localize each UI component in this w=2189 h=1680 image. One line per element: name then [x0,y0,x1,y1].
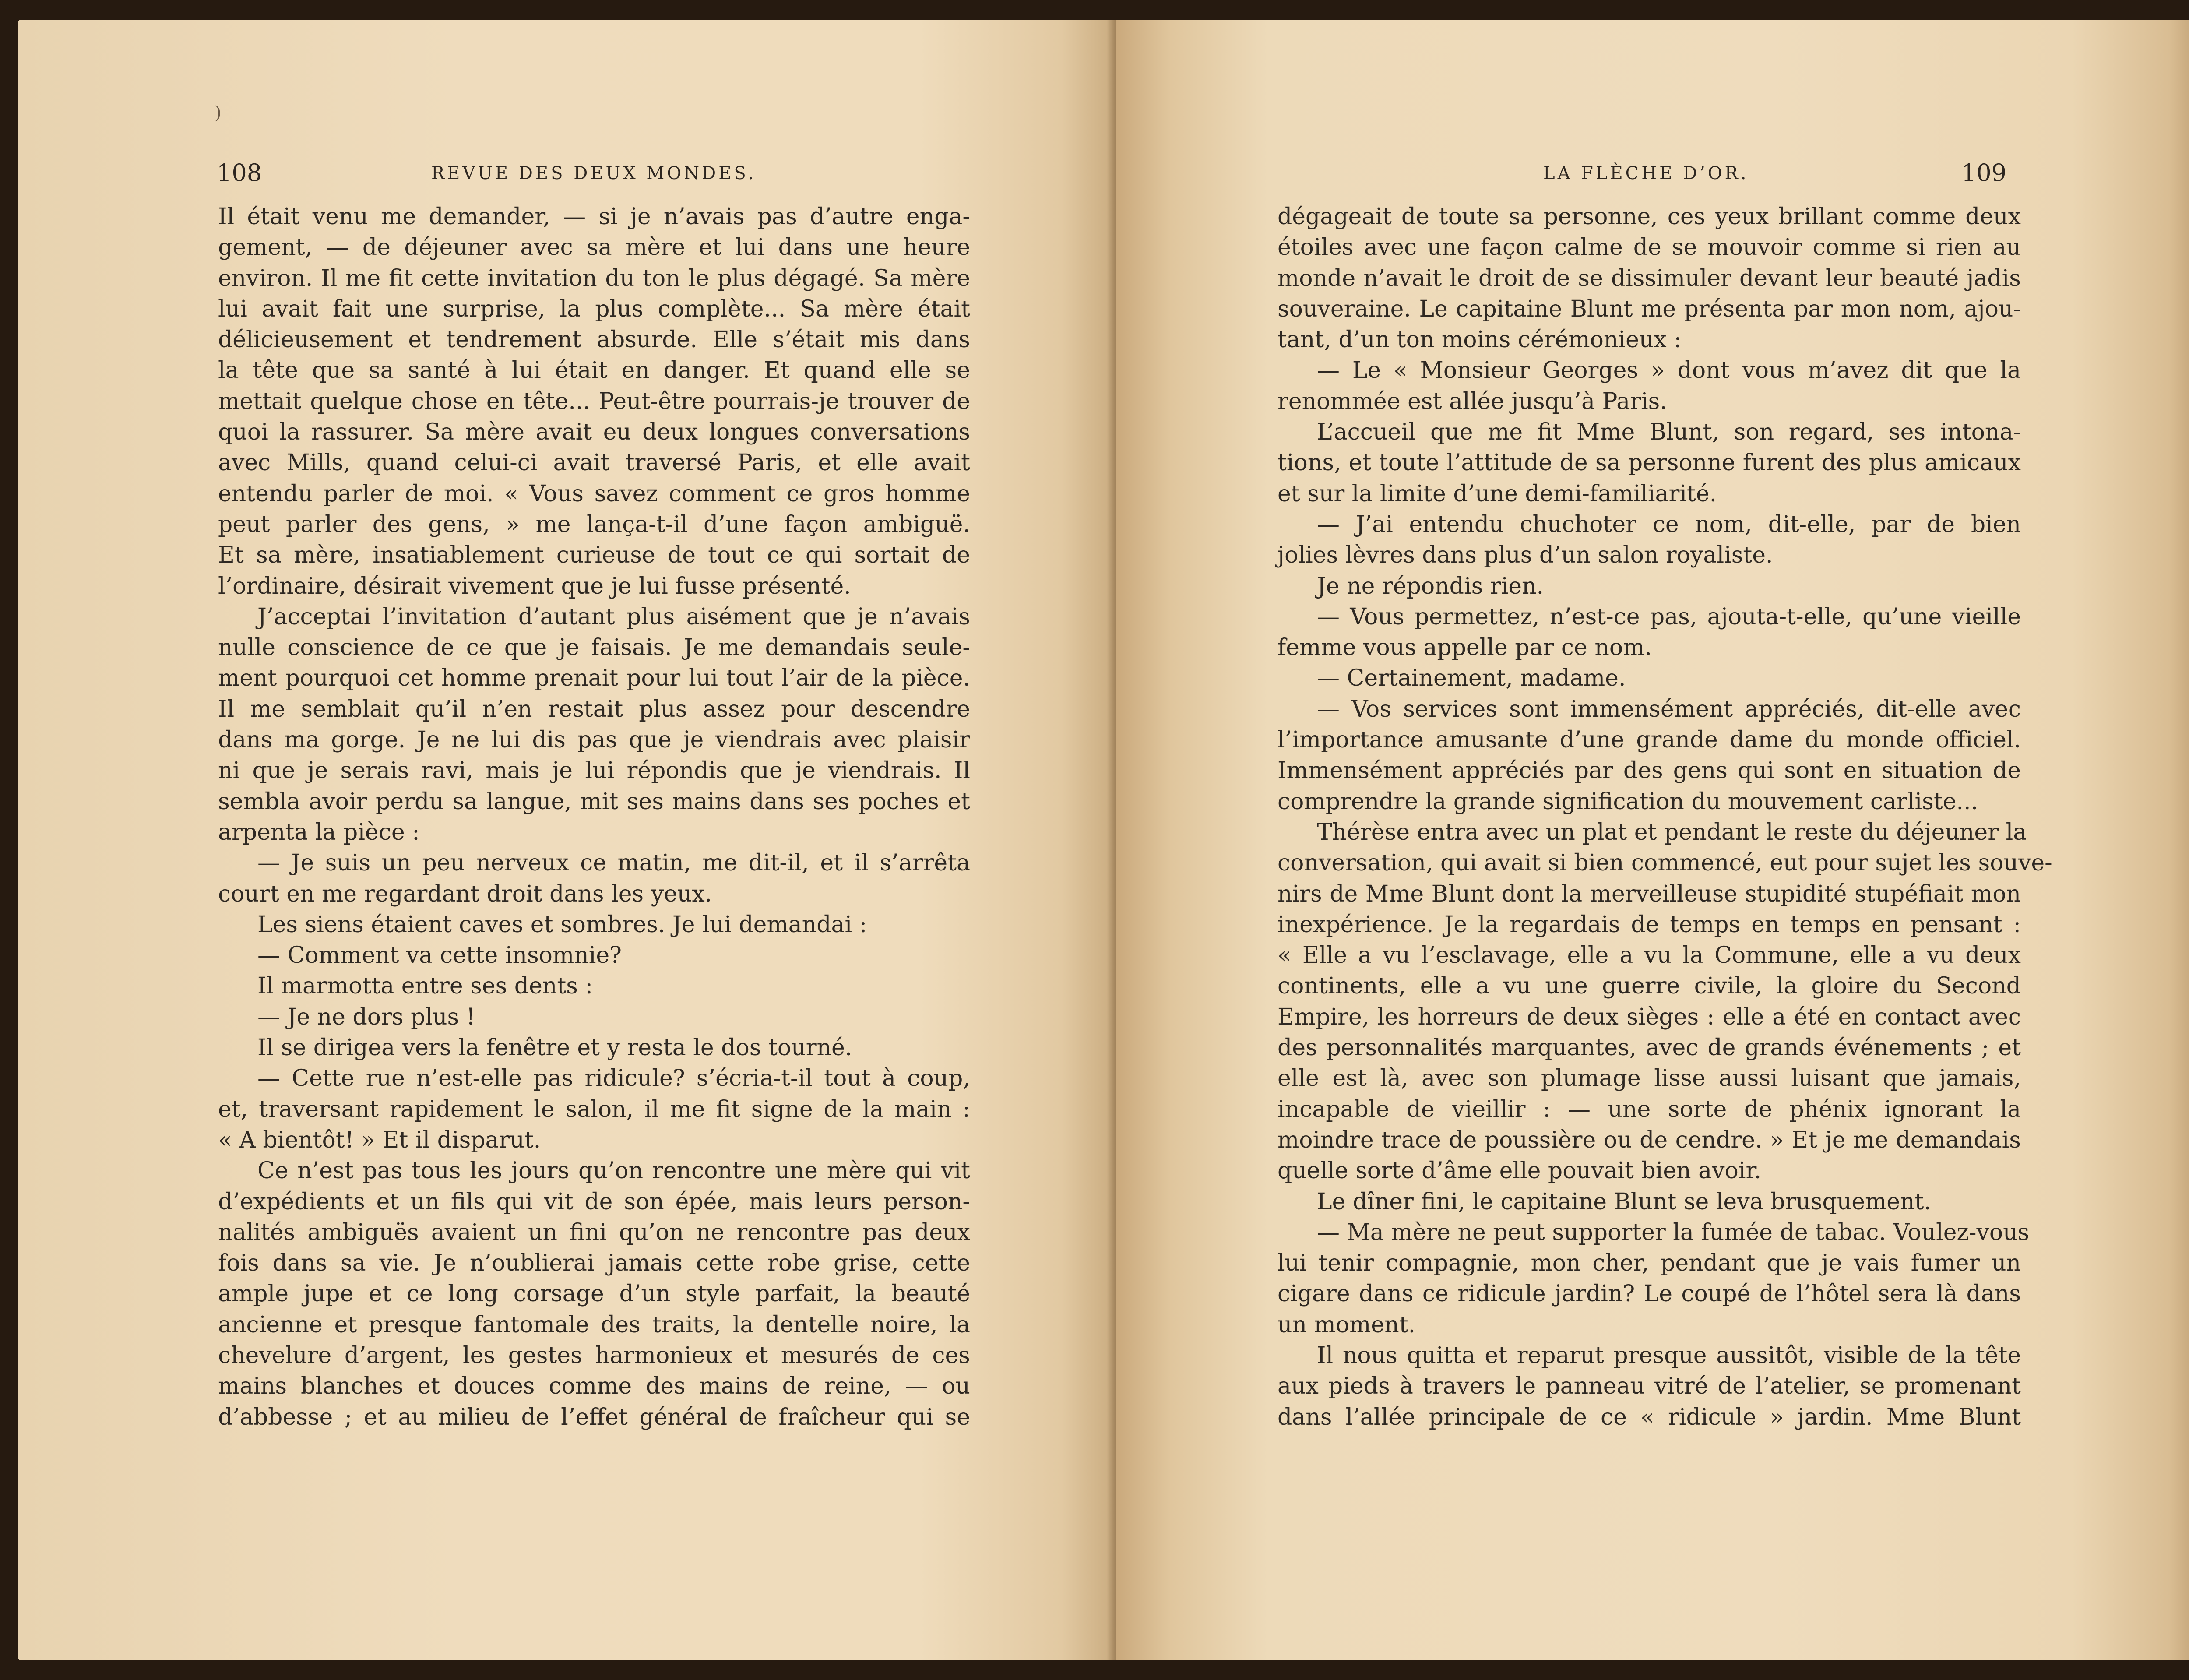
text-line: continents, elle a vu une guerre civile, la gloire du Second [1278,973,2021,1000]
text-line: gement, — de déjeuner avec sa mère et lui dans une heure [218,234,970,261]
text-line: — Comment va cette insomnie? [257,942,622,969]
running-head: LA FLÈCHE D’OR. [1543,163,1749,183]
text-line: délicieusement et tendrement absurde. Elle s’était mis dans [218,327,970,353]
text-line: — Je suis un peu nerveux ce matin, me dit-il, et il s’arrêta [257,850,970,877]
text-line: Immensément appréciés par des gens qui sont en situation de [1278,757,2021,784]
text-line: sembla avoir perdu sa langue, mit ses mains dans ses poches et [218,788,970,815]
text-line: elle est là, avec son plumage lisse aussi luisant que jamais, [1278,1065,2021,1092]
text-line: Ce n’est pas tous les jours qu’on rencontre une mère qui vit [257,1158,970,1184]
text-line: — Vous permettez, n’est-ce pas, ajouta-t-elle, qu’une vieille [1317,603,2021,630]
page-number: 108 [217,159,262,187]
text-line: tant, d’un ton moins cérémonieux : [1278,327,1682,353]
text-line: cigare dans ce ridicule jardin? Le coupé de l’hôtel sera là dans [1278,1281,2021,1307]
text-line: mettait quelque chose en tête... Peut-être pourrais-je trouver de [218,388,970,415]
text-line: nulle conscience de ce que je faisais. Je me demandais seule- [218,634,970,661]
text-line: jolies lèvres dans plus d’un salon royaliste. [1278,542,1773,569]
text-line: arpenta la pièce : [218,819,420,845]
text-line: Je ne répondis rien. [1317,573,1544,599]
text-line: Il se dirigea vers la fenêtre et y resta le dos tourné. [257,1035,852,1061]
text-line: Il me semblait qu’il n’en restait plus assez pour descendre [218,696,970,722]
text-line: renommée est allée jusqu’à Paris. [1278,388,1667,415]
text-line: Les siens étaient caves et sombres. Je lui demandai : [257,911,867,938]
text-line: dans ma gorge. Je ne lui dis pas que je viendrais avec plaisir [218,727,970,754]
body-text [218,201,970,1433]
text-line: femme vous appelle par ce nom. [1278,634,1652,661]
text-line: — Cette rue n’est-elle pas ridicule? s’écria-t-il tout à coup, [257,1065,970,1092]
text-line: L’accueil que me fit Mme Blunt, son regard, ses intona- [1317,419,2021,446]
text-line: et, traversant rapidement le salon, il me fit signe de la main : [218,1096,970,1123]
text-line: J’acceptai l’invitation d’autant plus aisément que je n’avais [257,603,970,630]
text-line: la tête que sa santé à lui était en danger. Et quand elle se [218,357,970,384]
text-line: Thérèse entra avec un plat et pendant le reste du déjeuner la [1317,819,2027,845]
text-line: aux pieds à travers le panneau vitré de l’atelier, se promenant [1278,1373,2021,1400]
text-line: Empire, les horreurs de deux sièges : elle a été en contact avec [1278,1004,2021,1030]
text-line: ample jupe et ce long corsage d’un style parfait, la beauté [218,1281,970,1307]
text-line: conversation, qui avait si bien commencé, eut pour sujet les souve- [1278,850,2052,877]
text-line: — Certainement, madame. [1317,665,1626,692]
text-line: ni que je serais ravi, mais je lui répondis que je viendrais. Il [218,757,970,784]
text-line: incapable de vieillir : — une sorte de phénix ignorant la [1278,1096,2021,1123]
text-line: d’expédients et un fils qui vit de son épée, mais leurs person- [218,1188,970,1215]
text-line: Il nous quitta et reparut presque aussitôt, visible de la tête [1317,1342,2021,1369]
text-line: — J’ai entendu chuchoter ce nom, dit-elle, par de bien [1317,511,2021,538]
text-line: nirs de Mme Blunt dont la merveilleuse stupidité stupéfiait mon [1278,881,2021,907]
text-line: lui tenir compagnie, mon cher, pendant que je vais fumer un [1278,1250,2021,1277]
text-line: « A bientôt! » Et il disparut. [218,1127,541,1153]
text-line: un moment. [1278,1311,1416,1338]
left-page [18,20,1116,1660]
text-line: Le dîner fini, le capitaine Blunt se leva brusquement. [1317,1188,1931,1215]
text-line: inexpérience. Je la regardais de temps en temps en pensant : [1278,911,2021,938]
running-head: REVUE DES DEUX MONDES. [431,163,757,183]
text-line: fois dans sa vie. Je n’oublierai jamais cette robe grise, cette [218,1250,970,1277]
text-line: court en me regardant droit dans les yeux. [218,881,712,907]
text-line: — Le « Monsieur Georges » dont vous m’avez dit que la [1317,357,2021,384]
text-line: Et sa mère, insatiablement curieuse de tout ce qui sortait de [218,542,970,569]
text-line: ancienne et presque fantomale des traits, la dentelle noire, la [218,1311,970,1338]
text-line: ment pourquoi cet homme prenait pour lui tout l’air de la pièce. [218,665,970,692]
text-line: et sur la limite d’une demi-familiarité. [1278,480,1717,507]
text-line: moindre trace de poussière ou de cendre. » Et je me demandais [1278,1127,2021,1153]
text-line: — Ma mère ne peut supporter la fumée de tabac. Voulez-vous [1317,1219,2030,1246]
text-line: tions, et toute l’attitude de sa personne furent des plus amicaux [1278,450,2021,476]
text-line: — Je ne dors plus ! [257,1004,475,1030]
text-line: l’ordinaire, désirait vivement que je lui fusse présenté. [218,573,851,599]
text-line: dans l’allée principale de ce « ridicule » jardin. Mme Blunt [1278,1404,2021,1430]
text-line: monde n’avait le droit de se dissimuler devant leur beauté jadis [1278,265,2021,292]
text-line: Il était venu me demander, — si je n’avais pas d’autre enga- [218,204,970,230]
text-line: « Elle a vu l’esclavage, elle a vu la Commune, elle a vu deux [1278,942,2021,969]
text-line: l’importance amusante d’une grande dame du monde officiel. [1278,727,2021,754]
text-line: quelle sorte d’âme elle pouvait bien avoir. [1278,1158,1762,1184]
text-line: Il marmotta entre ses dents : [257,973,593,1000]
page-number: 109 [1961,159,2007,187]
text-line: quoi la rassurer. Sa mère avait eu deux longues conversations [218,419,970,446]
right-page [1116,20,2189,1660]
text-line: comprendre la grande signification du mouvement carliste... [1278,788,1978,815]
ink-speck: ) [215,103,222,123]
text-line: avec Mills, quand celui-ci avait traversé Paris, et elle avait [218,450,970,476]
text-line: d’abbesse ; et au milieu de l’effet général de fraîcheur qui se [218,1404,970,1430]
text-line: peut parler des gens, » me lança-t-il d’une façon ambiguë. [218,511,970,538]
text-line: souveraine. Le capitaine Blunt me présenta par mon nom, ajou- [1278,296,2021,322]
text-line: étoiles avec une façon calme de se mouvoir comme si rien au [1278,234,2021,261]
text-line: — Vos services sont immensément appréciés, dit-elle avec [1317,696,2021,722]
text-line: entendu parler de moi. « Vous savez comment ce gros homme [218,480,970,507]
body-text [1278,201,2052,1433]
text-line: mains blanches et douces comme des mains de reine, — ou [218,1373,970,1400]
text-line: des personnalités marquantes, avec de grands événements ; et [1278,1035,2021,1061]
text-line: environ. Il me fit cette invitation du ton le plus dégagé. Sa mère [218,265,970,292]
text-line: nalités ambiguës avaient un fini qu’on ne rencontre pas deux [218,1219,970,1246]
text-line: lui avait fait une surprise, la plus complète... Sa mère était [218,296,970,322]
text-line: dégageait de toute sa personne, ces yeux brillant comme deux [1278,204,2021,230]
text-line: chevelure d’argent, les gestes harmonieux et mesurés de ces [218,1342,970,1369]
